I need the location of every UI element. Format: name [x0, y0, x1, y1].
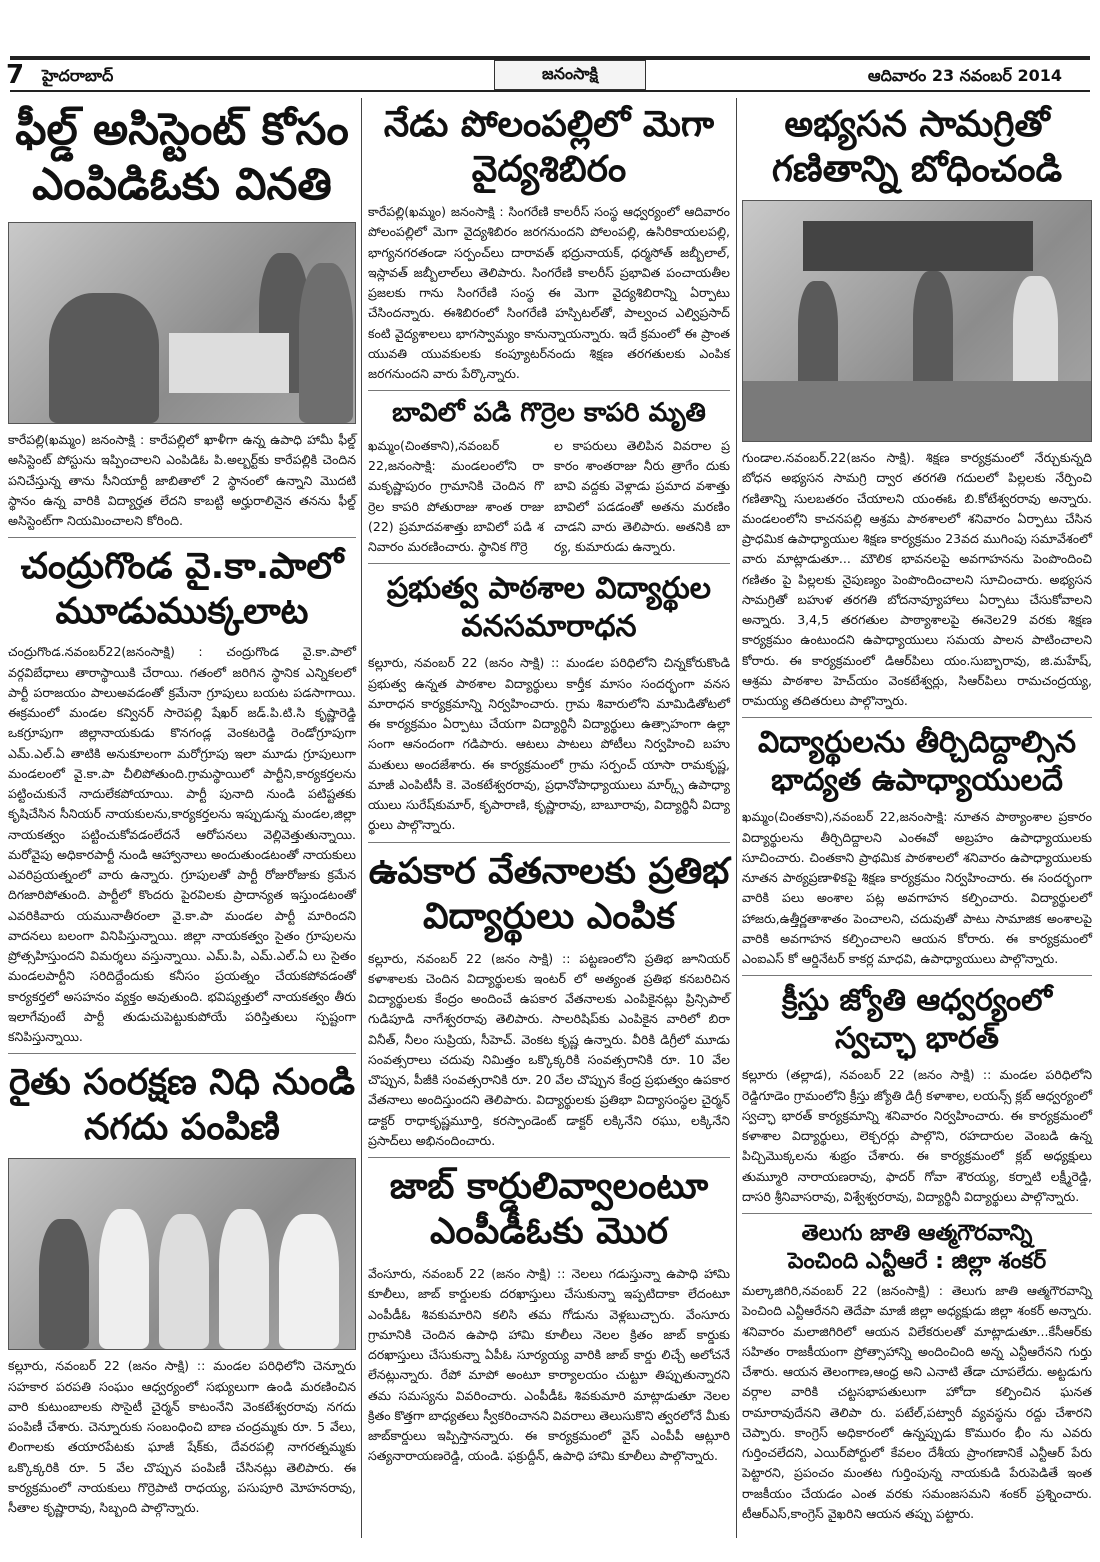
article-body: కారేపల్లి(ఖమ్మం) జనంసాక్షి : కారేపల్లిలో ఖాళీగా ఉన్న ఉపాధి హామీ ఫీల్డ్ అసిస్టెంట్ పోస్టును ఇప్పించాలని ఎంపిడిఓ పి.అల్బర్ట్‌కు కారేపల్లికి చెందిన పనిచేస్తున్న తాను సీనియార్టీ జాబితాలో 2 స్థానంలో ఉన్నాని మొదటి స్థానం ఉన్న వారికి విద్యార్హత లేదని కాబట్టి అర్హురాలినైన తనను ఫీల్డ్ అసిస్టెంట్‌గా నియమించాలని కోరింది. [8, 432, 356, 528]
headline: రైతు సంరక్షణ నిధి నుండి నగదు పంపిణి [8, 1062, 356, 1149]
column-right [742, 96, 1092, 1524]
article-teachers-responsibility [742, 724, 1092, 969]
column-divider [736, 98, 737, 1538]
news-photo [8, 222, 356, 424]
article-body: గుండాల.నవంబర్.22(జనం సాక్షి). శిక్షణ కార్యక్రమంలో నేర్చుకున్నది బోధన అభ్యసన సామగ్రి ద్వార తరగతి గదులలో పిల్లలకు నేర్పించి గణితాన్ని సులబతరం చేయాలని యంఈఓ బి.కోటేశ్వరరావు అన్నారు. మండలంలోని కాచనపల్లి ఆశ్రమ పాఠశాలలో శనివారం ఏర్పాటు చేసిన ప్రాధమిక ఉపాధ్యాయుల శిక్షణ కార్యక్రమం 23వద ముగింపు సమావేశంలో వారు మాట్లాడుతూ... మౌలిక భావనలపై అవగాహనను పెంపొందించి గణితం పై పిల్లలకు నైపుణ్యం పెంపొందించాలని సూచించారు. అభ్యసన సామగ్రితో బహుళ తరగతి బోదనావ్యూహాలు ఏర్పాటు చేసుకోవాలని అన్నారు. 3,4,5 తరగతుల పాఠ్యాశాలపై ఈనెల29 వరకు శిక్షణ కార్యక్రమం ఉంటుందని ఉపాధ్యాయులు సమయ పాలన పాటించాలని కోరారు. ఈ కార్యక్రమంలో డిఆర్‌పిలు యం.సుబ్బారావు, జి.మహేష్, ఆశ్రమ పాఠశాల హెచ్‌యం వెంకటేశ్వర్లు, సిఆర్‌పిలు రామచంద్రయ్య, రామయ్య తదితరులు పాల్గొన్నారు. [742, 450, 1092, 708]
article-body: వేంసూరు, నవంబర్ 22 (జనం సాక్షి) :: నెలలు గడుస్తున్నా ఉపాధి హామి కూలీలు, జాబ్ కార్డులకు దరఖాస్తులు చేసుకున్నా ఇప్పటిదాకా లేదంటూ ఎంపీడీఓ శివకుమారిని కలిసి తమ గోడును వెళ్లబుచ్చారు. వేంసూరు గ్రామానికి చెందిన ఉపాధి హామి కూలీలు నెలల క్రితం జాబ్ కార్డుకు దరఖాస్తులు చేసుకున్నా ఏపీఓ సూర్యయ్య వారికి జాబ్ కార్డు లిచ్చే అలోచనే లేనట్లున్నారు. రేపో మాపో అంటూ కార్యాలయం చుట్టూ తిప్పుతున్నారని తమ సమస్యను వివరించారు. ఎంపీడీఓ శివకుమారి మాట్లాడుతూ నెలల క్రితం కొత్తగా బాధ్యతలు స్వీకరించానని వివరాలు తెలుసుకొని త్వరలోనే మీకు జాబ్‌కార్డులు ఇప్పిస్తానన్నారు. ఈ కార్యక్రమంలో వైస్ ఎంపీపీ ఆట్లూరి సత్యనారాయణరెడ్డి, యండి. ఫక్రుద్దీన్, ఉపాధి హామి కూలీలు పాల్గొన్నారు. [368, 1266, 731, 1464]
article-telugu-pride [742, 1220, 1092, 1524]
article-sheep-herder [368, 397, 730, 557]
headline: ఉపకార వేతనాలకు ప్రతిభ విద్యార్థులు ఎంపిక [368, 850, 730, 937]
column-middle [368, 96, 730, 1467]
article-field-assistant [8, 102, 356, 531]
article-body: ఖమ్మం(చింతకాని),నవంబర్ 22,జనంసాక్షి: నూతన పాఠ్యాంశాల ప్రకారం విద్యార్థులను తీర్చిదిద్దాలని ఎంఈవో అబ్రహం ఉపాధ్యాయులకు సూచించారు. చింతకాని ప్రాథమిక పాఠశాలలో శనివారం ఉపాధ్యాయులకు నూతన పాఠ్యప్రణాళికపై శిక్షణ కార్యక్రమం నిర్వహించారు. ఈ సందర్భంగా వారికి పలు అంశాల పట్ల అవగాహన కల్పించారు. విద్యార్థులలో హాజరు,ఉత్తీర్ణతాశాతం పెంచాలని, చదువుతో పాటు సామాజిక అంశాలపై వారికి అవగాహన కల్పించాలని ఆయన కోరారు. ఈ కార్యక్రమంలో ఎంఐఎస్ కో ఆర్డినేటర్ కాకర్ల మాధవి, ఉపాధ్యాయులు పాల్గొన్నారు. [742, 809, 1092, 966]
headline: క్రీస్తు జ్యోతి ఆధ్వర్యంలో స్వచ్ఛా భారత్ [781, 983, 1052, 1056]
headline: జాబ్ కార్డులివ్వాలంటూ ఎంపీడీఓకు మొర [389, 1166, 709, 1252]
article-body: కల్లూరు, నవంబర్ 22 (జనం సాక్షి) :: మండల పరిధిలోని చిన్నకోరుకొండి ప్రభుత్వ ఉన్నత పాఠశాల విద్యార్థులు కార్తీక మాసం సందర్భంగా వనస మారాధన కార్యక్రమాన్ని నిర్వహించారు. గ్రామ శివారులోని మామిడితోటలో ఈ కార్యక్రమం ఏర్పాటు చేయగా విద్యార్థినీ విద్యార్థులు ఉత్సాహంగా ఉల్లా సంగా ఆనందంగా గడిపారు. ఆటలు పాటలు పోటీలు నిర్వహించి బహు మతులు అందజేశారు. ఈ కార్యక్రమంలో గ్రామ సర్పంచ్ యాసా రామకృష్ణ, మాజీ ఎంపిటీసీ కె. వెంకటేశ్వరరావు, ప్రధానోపాధ్యాయులు మార్క్స్ ఉపాధ్యా యులు సురేష్‌కుమార్, కృపారాణి, కృష్ణారావు, బాబూరావు, విద్యార్థినీ విద్యా ర్థులు పాల్గొన్నారు. [368, 655, 730, 833]
headline-line1: తెలుగు జాతి ఆత్మగౌరవాన్ని [801, 1221, 1033, 1246]
newspaper-logo: జనంసాక్షి [494, 60, 646, 90]
article-body: కల్లూరు (తల్లాడ), నవంబర్ 22 (జనం సాక్షి) :: మండల పరిధిలోని రెడ్డిగూడెం గ్రామంలోని క్రీస్తు జ్యోతి డిగ్రీ కళాశాల, లయన్స్ క్లబ్ ఆధ్వర్యంలో స్వచ్ఛా భారత్ కార్యక్రమాన్ని శనివారం నిర్వహించారు. ఈ కార్యక్రమంలో కళాశాల విద్యార్థులు, లెక్చరర్లు పాల్గొని, రహదారుల వెంబడి ఉన్న పిచ్చిమొక్కలను శుభ్రం చేశారు. ఈ కార్యక్రమంలో క్లబ్ అధ్యక్షులు తుమ్మూరి నారాయణరావు, ఫాదర్ గోవా శౌరయ్య, కర్నాటి లక్ష్మీరెడ్డి, దాసరి శ్రీనివాసరావు, విశ్వేశ్వరరావు, విద్యార్థినీ విద్యార్థులు పాల్గొన్నారు. [742, 1067, 1092, 1204]
masthead-bottom-rule [10, 90, 1090, 92]
column-divider [361, 98, 362, 1538]
edition-city: హైదరాబాద్ [42, 66, 114, 85]
article-body: కల్లూరు, నవంబర్ 22 (జనం సాక్షి) :: మండల పరిధిలోని చెన్నూరు సహకార పరపతి సంఘం ఆధ్వర్యంలో సభ్యులుగా ఉండి మరణించిన వారి కుటుంబాలకు సొసైటీ చైర్మన్ కాటంనేని వెంకటేశ్వరరావు నగదు పంపిణీ చేశారు. చెన్నూరుకు సంబంధించి బాణ చంద్రమ్మకు రూ. 5 వేలు, లింగాలకు తయారపేటకు ఘాజీ షేక్‌కు, దేవరపల్లి నాగరత్నమ్మకు ఒక్కొక్కరికి రూ. 5 వేల చొప్పున పంపిణీ చేసినట్లు తెలిపారు. ఈ కార్యక్రమంలో నాయకులు గొర్రెపాటి రాధయ్య, పసుపూరి మోహనరావు, సీతాల కృష్ణారావు, సిబ్బంది పాల్గొన్నారు. [8, 1358, 356, 1515]
article-ysrcp-chandrugonda [8, 544, 356, 1047]
article-rythu-fund [8, 1060, 356, 1518]
headline: విద్యార్థులను తీర్చిదిద్దాల్సిన భాద్యత ఉపాధ్యాయులదే [757, 725, 1077, 798]
article-job-cards [368, 1164, 730, 1467]
headline: నేడు పోలంపల్లిలో మెగా వైద్యశిబిరం [383, 104, 715, 190]
headline-line2: పెంచింది ఎన్టీఆరే : జిల్లా శంకర్ [787, 1248, 1047, 1274]
article-swachh-bharat [742, 982, 1092, 1207]
headline: ఫీల్డ్ అసిస్టెంట్ కోసం ఎంపిడిఓకు వినతి [15, 104, 349, 210]
article-body: కారేపల్లి(ఖమ్మం) జనంసాక్షి : సింగరేణి కాలరీస్ సంస్థ ఆధ్వర్యంలో ఆదివారం పోలంపల్లిలో మెగా వైద్యశిబిరం జరగనుందని పోలంపల్లి, ఉసిరికాయలపల్లి, భాగ్యనగరతండా సర్పంచ్‌లు దారావత్ భద్రునాయక్, ధర్మసోత్ జబ్బీలాల్, ఇస్లావత్ జబ్బీలాల్‌లు తెలిపారు. సింగరేణి కాలరీస్ ప్రభావిత పంచాయతీల ప్రజలకు గాను సింగరేణి సంస్థ ఈ మెగా వైద్యశిబిరాన్ని ఏర్పాటు చేసిందన్నారు. ఈశిబిరంలో సింగరేణి హస్పిటల్‌తో, పాల్వంచ ఎల్విప్రసాద్ కంటి వైద్యశాలలు భాగస్వామ్యం కానున్నాయన్నారు. ఇదే క్రమంలో ఈ ప్రాంత యువతి యువకులకు కంప్యూటర్‌నందు శిక్షణ తరగతులకు ఎంపిక జరగనుందని వారు పేర్కొన్నారు. [368, 204, 730, 381]
page-number: 7 [6, 60, 25, 90]
article-scholarship [368, 849, 730, 1152]
headline: అభ్యసన సామగ్రితో గణితాన్ని బోధించండి [771, 104, 1063, 190]
article-body: మల్కాజిగిరి,నవంబర్ 22 (జనంసాక్షి) : తెలుగు జాతి ఆత్మగౌరవాన్ని పెంచింది ఎన్టీఆరేనని తెదేపా మాజీ జిల్లా అధ్యక్షుడు జిల్లా శంకర్ అన్నారు. శనివారం మలాజిగిరిలో ఆయన విలేకరులతో మాట్లాడుతూ...కేసీఆర్‌కు సహితం రాజకీయంగా ప్రోత్సాహాన్ని అందించింది అన్న ఎన్టీఆరేనని గుర్తు చేశారు. ఆయన తెలంగాణ,ఆంధ్ర అని ఎనాటి తేడా చూపలేదు. అట్టడుగు వర్గాల వారికి చట్టసభాపతులుగా హోదా కల్పించిన ఘనత రామారావుదేనని తెలిపా రు. పటేల్,పట్వారీ వ్యవస్థను రద్దు చేశారని చెప్పారు. కాంగ్రెస్ అధికారంలో ఉన్నప్పుడు కొమురం భీం ను ఎవరు గుర్తించలేదని, ఎయిర్‌పోర్టులో కేవలం దేశీయ ప్రాంగణానికే ఎన్టీఆర్ పేరు పెట్టారని, ప్రపంచం మంతట గుర్తింపున్న నాయకుడి పేరుపెడితే ఇంత రాజకీయం చేయడం ఎంత వరకు సమంజసమని శంకర్ ప్రశ్నించారు. టీఆర్ఎస్,కాంగ్రెస్ వైఖరిని ఆయన తప్పు పట్టారు. [742, 1283, 1092, 1521]
article-body-left: ఖమ్మం(చింతకాని),నవంబర్ 22,జనంసాక్షి: మండలంలోని రా మకృష్ణాపురం గ్రామానికి చెందిన గొ ర్రెల కాపరి పోతురాజు శాంత రాజు (22) ప్రమాదవశాత్తు బావిలో పడి శ నివారం మరణించారు. స్థానిక గొర్రె [368, 437, 544, 554]
article-body: కల్లూరు, నవంబర్ 22 (జనం సాక్షి) :: పట్టణంలోని ప్రతిభ జూనియర్ కళాశాలకు చెందిన విద్యార్థులకు ఇంటర్ లో అత్యంత ప్రతిభ కనబరిచిన విద్యార్థులకు కేంద్రం అందించే ఉపకార వేతనాలకు ఎంపికైనట్లు ప్రిన్సిపాల్ గుడిపూడి నాగేశ్వరరావు తెలిపారు. సాలరిషిప్‌కు ఎంపికైన వారిలో బిరా వినీత్, నీలం సుప్రియ, సీహెచ్. వెంకట కృష్ణ ఉన్నారు. వీరికి డిగ్రీలో మూడు సంవత్సరాలు చదువు నిమిత్తం ఒక్కొక్కరికి సంవత్సరానికి రూ. 10 వేల చొప్పున, పీజీకి సంవత్సరానికి రూ. 20 వేల చొప్పున కేంద్ర ప్రభుత్వం ఉపకార వేతనాలు అందిస్తుందని తెలిపారు. విద్యార్థులకు ప్రతిభా విద్యాసంస్థల చైర్మన్ డాక్టర్ రాధాకృష్ణమూర్తి, కరస్పాండెంట్ డాక్టర్ లక్కినేని రఘు, లక్కినేని ప్రసాద్‌లు అభినందించారు. [368, 950, 730, 1148]
edition-date: ఆదివారం 23 నవంబర్ 2014 [867, 66, 1062, 85]
headline: చంద్రుగొండ వై.కా.పాలో మూడుముక్కలాట [20, 546, 344, 633]
article-body-right: ల కాపరులు తెలిపిన వివరాల ప్ర కారం శాంతరాజు నీరు త్రాగేం దుకు బావి వద్దకు వెళ్లాడు ప్రమాద వశాత్తు బావిలో పడడంతో అతను మరణిం చాడని వారు తెలిపారు. అతనికి బా ర్య, కుమారుడు ఉన్నారు. [554, 437, 730, 554]
masthead [0, 0, 1100, 95]
column-left [8, 96, 356, 1518]
article-body: చంద్రుగొండ.నవంబర్22(జనంసాక్షి) : చంద్రుగొండ వై.కా.పాలో వర్గవిబేధాలు తారాస్థాయికి చేరాయి. గతంలో జరిగిన స్థానిక ఎన్నికలలో పార్టీ పరాజయం పాలుఅవడంతో క్రమేనా గ్రూపులు బయట పడసాగాయి. ఈక్రమంలో మండల కన్వినర్ సారెపల్లి షేఖర్ జడ్.పి.టి.సి కృష్ణారెడ్డి ఒకగ్రూపుగా జిల్లానాయకుడు కొనగండ్ల వెంకటరెడ్డి రెండోగ్రూపుగా ఎమ్.ఎల్.ఏ తాటికి అనుకూలంగా మరోగ్రూపు ఇలా మూడు గ్రూపులుగా మండలంలో వై.కా.పా చీలిపోతుంది.గ్రామస్థాయిలో పార్టీని,కార్యకర్తలను పట్టించుకునే నాదులేకపోయాయి. పార్టీ పునాది నుండి పటిష్టతకు కృషిచేసిన సీనియర్ నాయకులను,కార్యకర్తలను ఇప్పుడున్న మండల,జిల్లా నాయకత్వం పట్టించుకోవడంలేదనే ఆరోపనలు వెల్లివెత్తుతున్నాయి. మరోవైపు అధికారపార్టీ నుండి ఆహ్వానాలు అందుతుండటంతో నాయకులు ఎవరిప్రయత్నంలో వారు ఉన్నారు. గ్రూపులతో పార్టీ రోజురోజుకు క్రమేన దిగజారిపోతుంది. పార్టీలో కొందరు పైరవిలకు ప్రాదాన్యత ఇస్తుండటంతో ఎవరికివారు యమునాతీరంలా వై.కా.పా మండల పార్టీ మారిందని వాదనలు బలంగా వినిపిస్తున్నాయి. జిల్లా నాయకత్వం సైతం గ్రూపులను ప్రోత్సహిస్తుందని విమర్శలు వస్తున్నాయి. ఎమ్.పి, ఎమ్.ఎల్.ఏ లు సైతం మండలపార్టీని సరిదిద్దేందుకు కనీసం ప్రయత్నం చేయకపోవడంతో కార్యకర్తలో అసహనం వ్యక్తం అవుతుంది. భవిష్యత్తులో నాయకత్వం తీరు ఇలాగేవుంటే పార్టీ తుడుచుపెట్టుకుపోయే పరిస్తితులు స్పష్టంగా కనిపిస్తున్నాయి. [8, 644, 356, 1044]
headline: ప్రభుత్వ పాఠశాల విద్యార్థుల వనసమారాధన [386, 571, 712, 644]
article-polampalli-camp [368, 102, 730, 384]
headline: బావిలో పడి గొర్రెల కాపరి మృతి [392, 398, 706, 429]
article-school-picnic [368, 570, 730, 835]
news-photo [742, 200, 1092, 442]
news-photo [8, 1158, 356, 1350]
article-maths-teaching [742, 102, 1092, 711]
